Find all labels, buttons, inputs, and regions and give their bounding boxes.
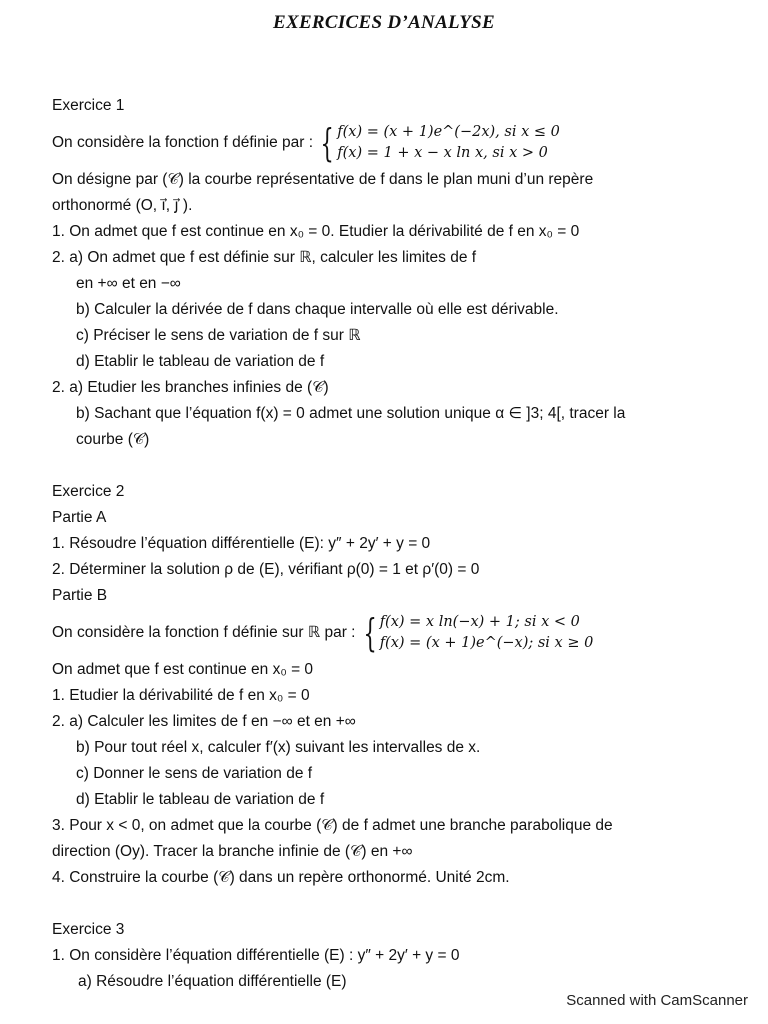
exercice1-q1: 1. On admet que f est continue en x₀ = 0. Etudier la dérivabilité de f en x₀ = 0 <box>52 223 580 240</box>
spacer <box>52 453 752 479</box>
exercice2-partB: Partie B <box>52 587 108 604</box>
exercice2-b2a: 2. a) Calculer les limites de f en −∞ et en +∞ <box>52 713 356 730</box>
exercice2-b2d: d) Etablir le tableau de variation de f <box>76 791 325 808</box>
exercice2-system-line-1: f(x) = x ln(−x) + 1; si x < 0 <box>379 614 580 630</box>
exercice2-b4: 4. Construire la courbe (𝒞) dans un repère orthonormé. Unité 2cm. <box>52 869 510 886</box>
exercice2-b2b: b) Pour tout réel x, calculer f′(x) suivant les intervalles de x. <box>76 739 481 756</box>
exercice1-heading: Exercice 1 <box>52 97 125 114</box>
exercice1-q3b-line-2: courbe (𝒞) <box>76 431 150 448</box>
scanner-watermark: Scanned with CamScanner <box>566 992 748 1009</box>
exercice2-b2c: c) Donner le sens de variation de f <box>76 765 313 782</box>
exercice2-b3-line-2: direction (Oy). Tracer la branche infinie de (𝒞) en +∞ <box>52 843 413 860</box>
exercice2-b3-line-1: 3. Pour x < 0, on admet que la courbe (𝒞) de f admet une branche parabolique de <box>52 817 613 834</box>
exercice1-system-line-2: f(x) = 1 + x − x ln x, si x > 0 <box>337 145 548 161</box>
spacer <box>52 891 752 917</box>
brace-icon: { <box>320 121 334 165</box>
exercice1-system-line-1: f(x) = (x + 1)e^(−2x), si x ≤ 0 <box>337 124 560 140</box>
exercice1-curve-line-2: orthonormé (O, i⃗, j⃗ ). <box>52 197 193 214</box>
exercice1-q2a-line-2: en +∞ et en −∞ <box>76 275 181 292</box>
exercice2-system-line-2: f(x) = (x + 1)e^(−x); si x ≥ 0 <box>379 635 594 651</box>
exercice1-q2d: d) Etablir le tableau de variation de f <box>76 353 325 370</box>
exercice3-qa: a) Résoudre l’équation différentielle (E) <box>78 973 347 990</box>
exercice3-q1: 1. On considère l’équation différentielle (E) : y″ + 2y′ + y = 0 <box>52 947 460 964</box>
page-title: EXERCICES D’ANALYSE <box>273 12 495 33</box>
exercice1-intro: On considère la fonction f définie par : <box>52 134 314 151</box>
exercice2-b1: 1. Etudier la dérivabilité de f en x₀ = 0 <box>52 687 310 704</box>
exercice2-heading: Exercice 2 <box>52 483 125 500</box>
exercice3-heading: Exercice 3 <box>52 921 125 938</box>
document-body <box>52 93 752 995</box>
exercice1-q2a-line-1: 2. a) On admet que f est définie sur ℝ, calculer les limites de f <box>52 249 477 266</box>
exercice1-curve-line-1: On désigne par (𝒞) la courbe représentative de f dans le plan muni d’un repère <box>52 171 594 188</box>
exercice2-a2: 2. Déterminer la solution ρ de (E), vérifiant ρ(0) = 1 et ρ′(0) = 0 <box>52 561 480 578</box>
exercice2-continuity: On admet que f est continue en x₀ = 0 <box>52 661 314 678</box>
exercice1-q2b: b) Calculer la dérivée de f dans chaque intervalle où elle est dérivable. <box>76 301 559 318</box>
exercice1-q3a: 2. a) Etudier les branches infinies de (𝒞) <box>52 379 329 396</box>
exercice2-partA: Partie A <box>52 509 107 526</box>
exercice2-intro: On considère la fonction f définie sur ℝ par : <box>52 624 356 641</box>
exercice1-system <box>313 119 560 167</box>
exercice2-system <box>356 609 594 657</box>
brace-icon: { <box>362 611 377 655</box>
exercice1-q2c: c) Préciser le sens de variation de f sur ℝ <box>76 327 361 344</box>
exercice2-definition <box>52 609 752 657</box>
exercice2-a1: 1. Résoudre l’équation différentielle (E): y″ + 2y′ + y = 0 <box>52 535 431 552</box>
exercice1-q3b-line-1: b) Sachant que l’équation f(x) = 0 admet une solution unique α ∈ ]3; 4[, tracer la <box>76 405 626 422</box>
exercice1-definition <box>52 119 752 167</box>
